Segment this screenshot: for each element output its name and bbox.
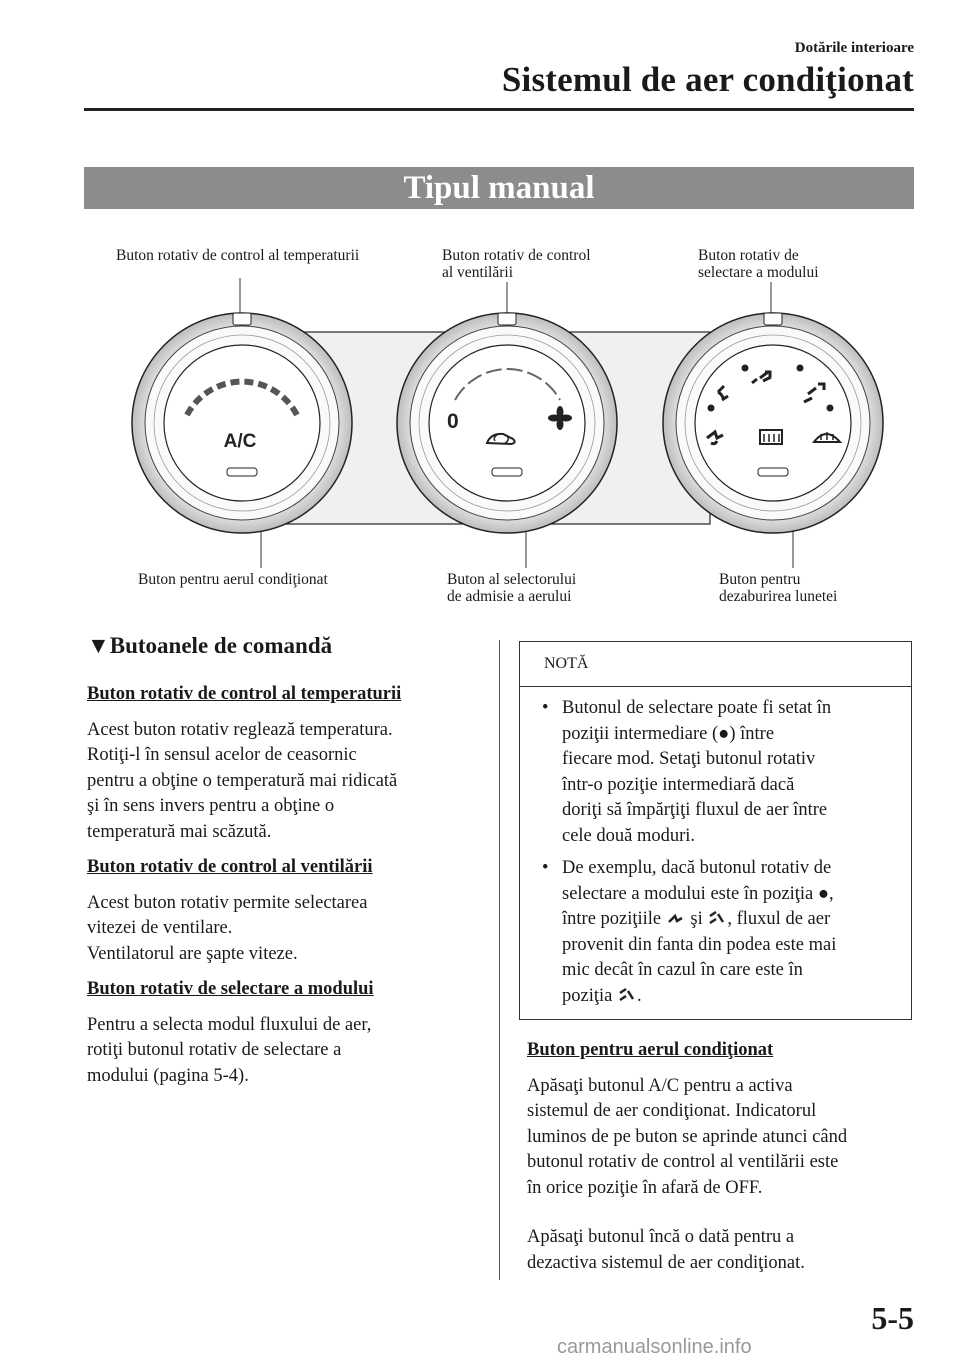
bullet-dot-icon: • <box>542 858 549 878</box>
text-line: rotiţi butonul rotativ de selectare a <box>87 1040 342 1060</box>
note-bullet-1 <box>532 696 902 849</box>
ac-dial-text: A/C <box>223 431 257 452</box>
header-subtitle: Dotările interioare <box>794 40 914 56</box>
column-divider <box>499 640 500 1280</box>
text-line: Apăsaţi butonul încă o dată pentru a <box>527 1227 795 1247</box>
text-line: pentru a obţine o temperatură mai ridicată <box>87 770 398 791</box>
text-line: Acest buton rotativ permite selectarea <box>87 892 368 913</box>
text-line: provenit din fanta din podea este mai <box>562 934 837 955</box>
label-defrost-1: Buton pentru <box>719 571 801 588</box>
text-line: Apăsaţi butonul A/C pentru a activa <box>527 1075 793 1096</box>
text-line: De exemplu, dacă butonul rotativ de <box>562 858 832 878</box>
bilevel-vent-icon <box>707 910 727 926</box>
triangle-down-icon: ▼ <box>87 633 110 658</box>
text-line: fiecare mod. Setaţi butonul rotativ <box>562 749 816 769</box>
text-line: în orice poziţie în afară de OFF. <box>527 1177 763 1198</box>
header-title: Sistemul de aer condiţionat <box>501 60 914 99</box>
text-line: şi în sens invers pentru a obţine o <box>87 796 335 816</box>
text-line: selectare a modului este în poziţia ●, <box>562 883 834 904</box>
text-line: Rotiţi-l în sensul acelor de ceasornic <box>87 745 357 765</box>
label-mode-knob-2: selectare a modului <box>698 264 819 281</box>
bullet-dot-icon <box>742 365 749 372</box>
text-line: mic decât în cazul în care este în <box>562 960 803 980</box>
text-line: doriţi să împărţiţi fluxul de aer între <box>562 800 828 820</box>
text-line: dezactiva sistemul de aer condiţionat. <box>527 1252 805 1273</box>
text-line: poziţia . <box>562 985 642 1006</box>
text-line: cele două moduri. <box>562 825 696 846</box>
left-column <box>87 682 482 1089</box>
bilevel-vent-icon <box>617 987 637 1003</box>
bullet-dot-icon: • <box>542 698 549 718</box>
text-line: între poziţiile şi , fluxul de aer <box>562 909 831 929</box>
text-line: vitezei de ventilare. <box>87 918 233 938</box>
text-line: temperatură mai scăzută. <box>87 821 272 842</box>
section-temp-body <box>87 718 482 846</box>
text-line: Acest buton rotativ reglează temperatura. <box>87 719 393 740</box>
watermark: carmanualsonline.info <box>557 1336 752 1358</box>
note-heading: NOTĂ <box>520 642 911 687</box>
text-line: butonul rotativ de control al ventilării este <box>527 1152 839 1172</box>
section-ac-body-2 <box>527 1225 922 1276</box>
section-mode-title: Buton rotativ de selectare a modului <box>87 979 374 999</box>
fan-off-text: 0 <box>447 410 459 433</box>
subheading <box>87 633 332 659</box>
right-column <box>527 1038 922 1276</box>
section-fan-title: Buton rotativ de control al ventilării <box>87 857 373 877</box>
bullet-dot-icon <box>827 405 834 412</box>
climate-control-diagram <box>0 0 960 640</box>
label-fan-knob-1: Buton rotativ de control <box>442 247 591 264</box>
text-line: luminos de pe buton se aprinde atunci când <box>527 1126 848 1147</box>
note-box <box>519 641 912 1020</box>
label-defrost-2: dezaburirea lunetei <box>719 588 838 605</box>
air-intake-button[interactable] <box>492 468 522 476</box>
label-intake-2: de admisie a aerului <box>447 588 572 605</box>
note-bullet-2 <box>532 856 902 1009</box>
text-line: Butonul de selectare poate fi setat în <box>562 698 832 718</box>
bullet-dot-icon: ● <box>718 723 730 744</box>
section-ac-title: Buton pentru aerul condiţionat <box>527 1040 774 1060</box>
text-line: sistemul de aer condiţionat. Indicatorul <box>527 1101 817 1121</box>
section-fan-body <box>87 891 482 968</box>
text-line: Ventilatorul are şapte viteze. <box>87 943 298 964</box>
subheading-text: Butoanele de comandă <box>109 633 333 658</box>
label-intake-1: Buton al selectorului <box>447 571 577 588</box>
page-number: 5-5 <box>871 1300 914 1336</box>
mode-selector-knob[interactable] <box>663 313 883 533</box>
text-line: modului (pagina 5-4). <box>87 1065 249 1086</box>
label-temp-knob: Buton rotativ de control al temperaturii <box>116 247 360 264</box>
floor-vent-icon <box>666 910 686 926</box>
fan-speed-knob[interactable] <box>397 313 617 533</box>
label-ac-button: Buton pentru aerul condiţionat <box>138 571 328 588</box>
bullet-dot-icon <box>708 405 715 412</box>
section-temp-title: Buton rotativ de control al temperaturii <box>87 684 402 704</box>
bullet-dot-icon <box>797 365 804 372</box>
bullet-dot-icon: ● <box>817 883 830 904</box>
section-title: Tipul manual <box>84 167 914 209</box>
section-mode-body <box>87 1013 482 1090</box>
rear-defrost-button[interactable] <box>758 468 788 476</box>
section-ac-body <box>527 1074 922 1202</box>
label-mode-knob-1: Buton rotativ de <box>698 247 799 264</box>
text-line: poziţii intermediare (●) între <box>562 723 775 744</box>
text-line: Pentru a selecta modul fluxului de aer, <box>87 1014 372 1035</box>
temperature-knob[interactable] <box>132 313 352 533</box>
text-line: într-o poziţie intermediară dacă <box>562 774 795 795</box>
label-fan-knob-2: al ventilării <box>442 264 514 281</box>
ac-button[interactable] <box>227 468 257 476</box>
